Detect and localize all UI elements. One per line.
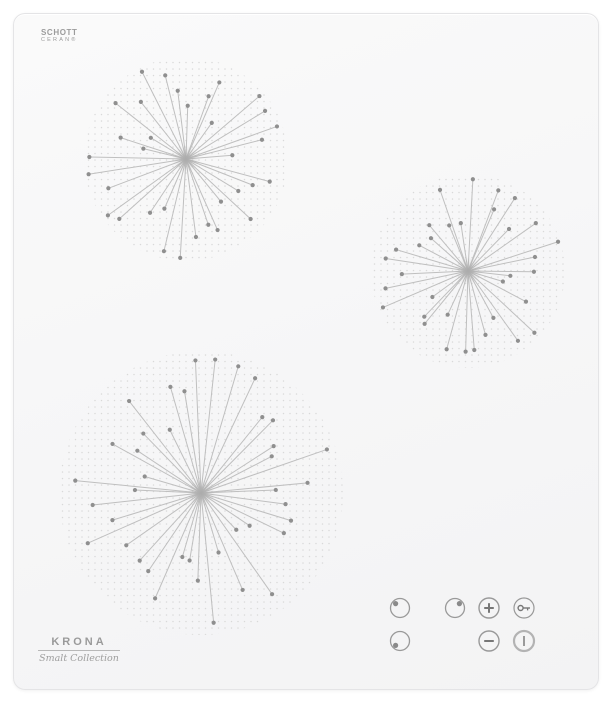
key-lock-button[interactable] xyxy=(514,598,534,618)
krona-brand-text: KRONA xyxy=(38,636,120,651)
schott-logo-text: SCHOTT xyxy=(41,28,78,37)
ceran-logo-text: CERAN® xyxy=(41,37,78,44)
power-button[interactable] xyxy=(514,631,534,651)
burner-position-dot-bottom-left xyxy=(393,643,398,648)
burner-select-right[interactable] xyxy=(446,599,465,618)
key-lock-icon xyxy=(518,606,530,611)
burner-zone-right xyxy=(371,174,565,368)
krona-collection-text: Smalt Collection xyxy=(39,653,119,664)
minus-button[interactable] xyxy=(479,631,499,651)
krona-logo xyxy=(38,636,120,664)
burner-position-dot-top-right xyxy=(457,601,462,606)
schott-ceran-logo xyxy=(41,28,78,44)
burner-zone-front-left xyxy=(59,351,343,635)
burner-select-front-left[interactable] xyxy=(391,632,410,651)
plus-button[interactable] xyxy=(479,598,499,618)
burner-position-dot-top-left xyxy=(393,601,398,606)
burner-select-rear-left[interactable] xyxy=(391,599,410,618)
cooktop-surface-graphics xyxy=(14,14,598,689)
cooktop-panel xyxy=(13,13,599,690)
burner-zone-rear-left xyxy=(84,57,288,261)
